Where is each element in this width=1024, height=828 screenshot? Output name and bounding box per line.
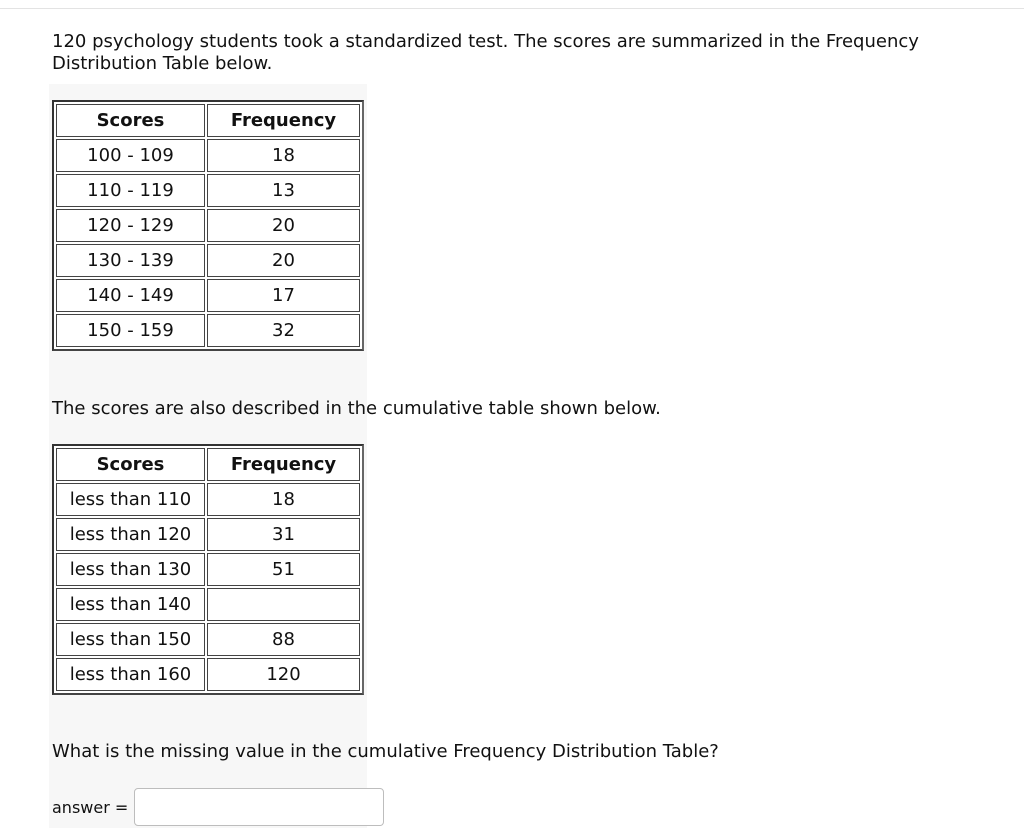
table-row xyxy=(56,174,360,207)
frequency-cell: 20 xyxy=(207,244,360,277)
frequency-cell: 18 xyxy=(207,139,360,172)
table-row xyxy=(56,314,360,347)
missing-value-cell xyxy=(207,588,360,621)
answer-label: answer = xyxy=(52,797,129,817)
question-intro: 120 psychology students took a standardized test. The scores are summarized in the Frequency Distribution Table below. xyxy=(52,31,919,74)
frequency-cell: 32 xyxy=(207,314,360,347)
score-range-cell: 150 - 159 xyxy=(56,314,205,347)
table-row xyxy=(56,483,360,516)
header-frequency: Frequency xyxy=(207,104,360,137)
table-row xyxy=(56,279,360,312)
header-frequency: Frequency xyxy=(207,448,360,481)
cumulative-frequency-cell: 31 xyxy=(207,518,360,551)
answer-row xyxy=(52,788,384,826)
score-bound-cell: less than 110 xyxy=(56,483,205,516)
top-divider xyxy=(0,8,1024,9)
cumulative-frequency-cell: 51 xyxy=(207,553,360,586)
cumulative-intro: The scores are also described in the cumulative table shown below. xyxy=(52,398,661,419)
table-row xyxy=(56,553,360,586)
answer-input[interactable] xyxy=(134,788,384,826)
cumulative-frequency-cell: 88 xyxy=(207,623,360,656)
cumulative-frequency-cell: 18 xyxy=(207,483,360,516)
score-range-cell: 100 - 109 xyxy=(56,139,205,172)
cumulative-frequency-cell: 120 xyxy=(207,658,360,691)
table-row xyxy=(56,658,360,691)
table-row xyxy=(56,139,360,172)
cumulative-frequency-table xyxy=(52,444,364,695)
header-scores: Scores xyxy=(56,448,205,481)
header-scores: Scores xyxy=(56,104,205,137)
score-range-cell: 110 - 119 xyxy=(56,174,205,207)
frequency-cell: 13 xyxy=(207,174,360,207)
score-range-cell: 140 - 149 xyxy=(56,279,205,312)
score-bound-cell: less than 120 xyxy=(56,518,205,551)
score-bound-cell: less than 160 xyxy=(56,658,205,691)
missing-value-question: What is the missing value in the cumulative Frequency Distribution Table? xyxy=(52,741,719,762)
table-row xyxy=(56,623,360,656)
table-header-row xyxy=(56,104,360,137)
table-row xyxy=(56,244,360,277)
table-header-row xyxy=(56,448,360,481)
score-bound-cell: less than 150 xyxy=(56,623,205,656)
frequency-cell: 17 xyxy=(207,279,360,312)
frequency-distribution-table xyxy=(52,100,364,351)
score-bound-cell: less than 140 xyxy=(56,588,205,621)
score-range-cell: 120 - 129 xyxy=(56,209,205,242)
score-range-cell: 130 - 139 xyxy=(56,244,205,277)
score-bound-cell: less than 130 xyxy=(56,553,205,586)
table-row xyxy=(56,209,360,242)
table-row xyxy=(56,588,360,621)
table-row xyxy=(56,518,360,551)
frequency-cell: 20 xyxy=(207,209,360,242)
